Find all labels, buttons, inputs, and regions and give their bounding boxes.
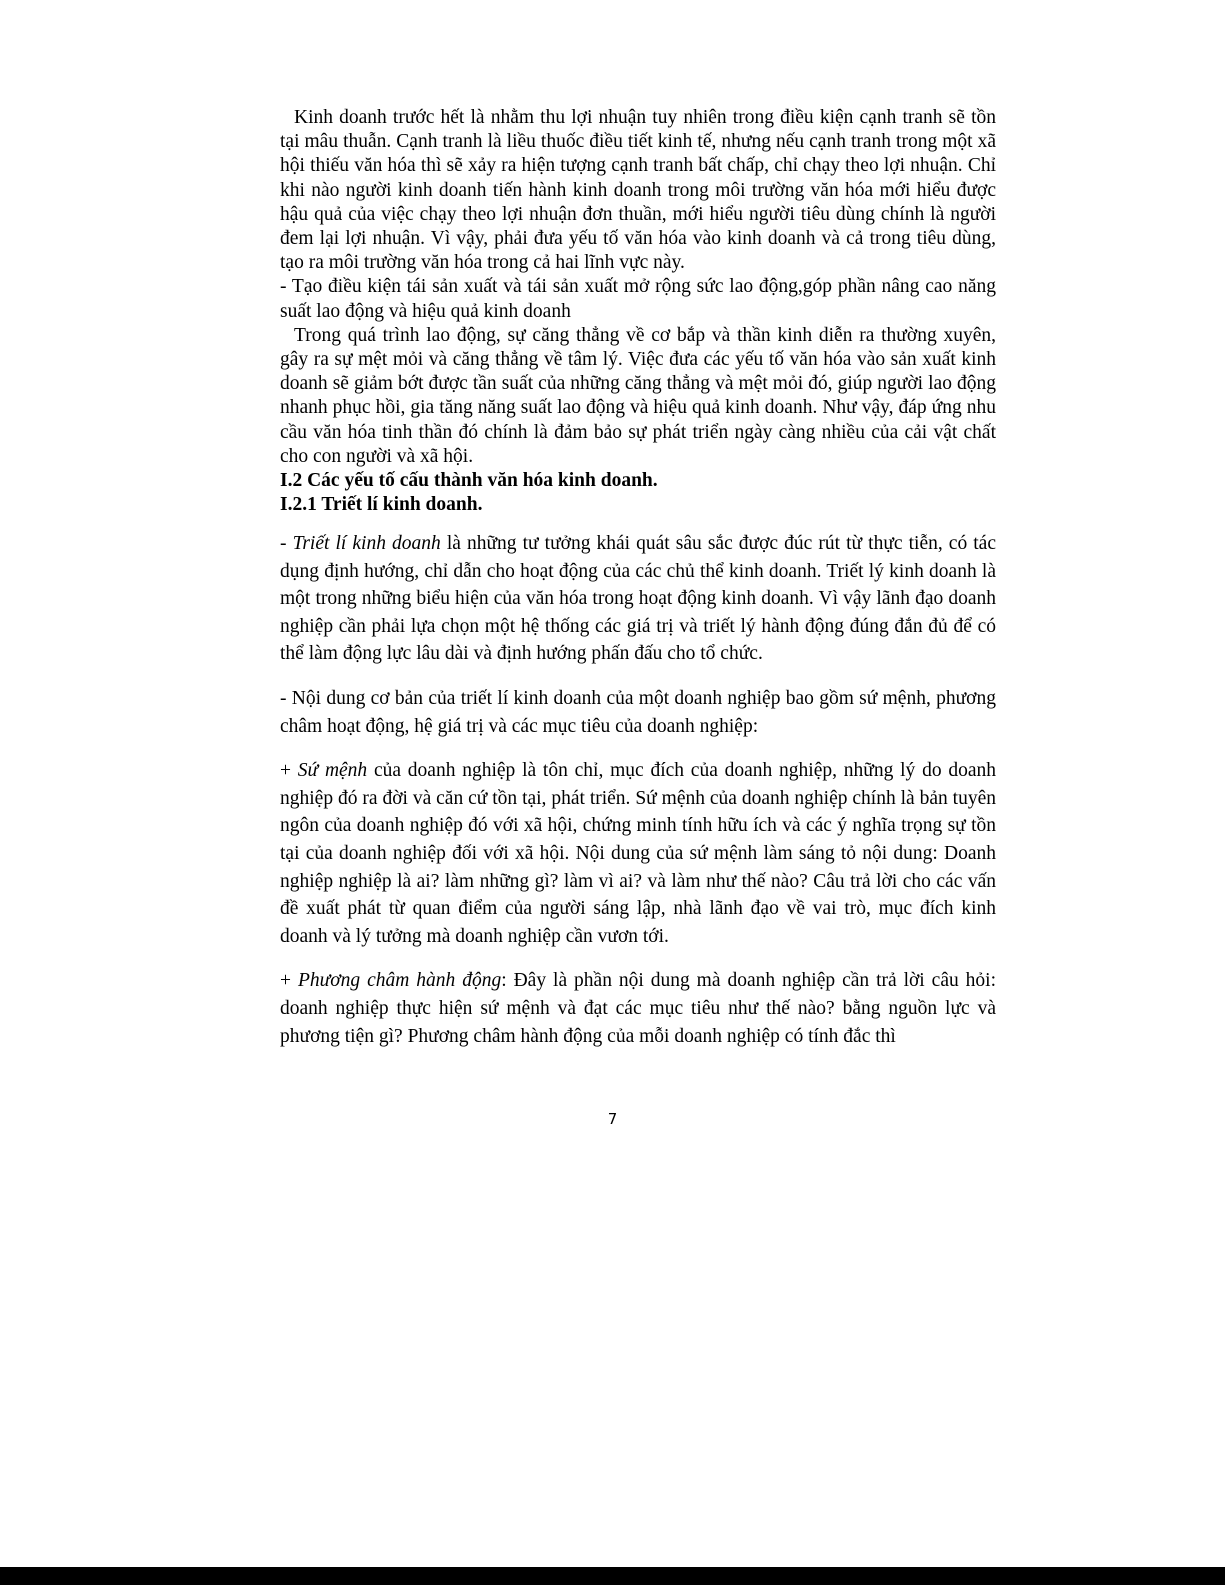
paragraph-competition: Kinh doanh trước hết là nhằm thu lợi nhuận tuy nhiên trong điều kiện cạnh tranh sẽ tồn tại mâu thuẫn. Cạnh tranh là liều thuốc điều tiết kinh tế, nhưng nếu cạnh tranh trong một xã hội thiếu văn hóa thì sẽ xảy ra hiện tượng cạnh tranh bất chấp, chỉ chạy theo lợi nhuận. Chỉ khi nào người kinh doanh tiến hành kinh doanh trong môi trường văn hóa mới hiểu được hậu quả của việc chạy theo lợi nhuận đơn thuần, mới hiểu người tiêu dùng chính là người đem lại lợi nhuận. Vì vậy, phải đưa yếu tố văn hóa vào kinh doanh và cả trong tiêu dùng, tạo ra môi trường văn hóa trong cả hai lĩnh vực này. — [280, 107, 996, 274]
page-number: 7 — [607, 1110, 618, 1128]
subsection-heading: I.2.1 Triết lí kinh doanh. — [280, 494, 483, 516]
bottom-border — [0, 1567, 1225, 1585]
main-text-block — [280, 530, 996, 1050]
paragraph-philosophy-definition — [280, 530, 996, 668]
paragraph-philosophy-content: - Nội dung cơ bản của triết lí kinh doanh của một doanh nghiệp bao gồm sứ mệnh, phương châm hoạt động, hệ giá trị và các mục tiêu của doanh nghiệp: — [280, 687, 996, 737]
dash-prefix: - — [280, 533, 293, 554]
term-business-philosophy: Triết lí kinh doanh — [292, 533, 441, 554]
section-heading: I.2 Các yếu tố cấu thành văn hóa kinh doanh. — [280, 470, 658, 492]
paragraph-mission — [280, 757, 996, 950]
top-text-block — [280, 106, 996, 517]
action-motto-text: : Đây là phần nội dung mà doanh nghiệp cần trả lời câu hỏi: doanh nghiệp thực hiện sứ mệnh và đạt các mục tiêu như thế nào? bằng nguồn lực và phương tiện gì? Phương châm hành động của mỗi doanh nghiệp có tính đắc thì — [280, 970, 997, 1047]
paragraph-labor: Trong quá trình lao động, sự căng thẳng về cơ bắp và thần kinh diễn ra thường xuyên, gây ra sự mệt mỏi và căng thẳng về tâm lý. Việc đưa các yếu tố văn hóa vào sản xuất kinh doanh sẽ giảm bớt được tần suất của những căng thẳng và mệt mỏi đó, giúp người lao động nhanh phục hồi, gia tăng năng suất lao động và hiệu quả kinh doanh. Như vậy, đáp ứng nhu cầu văn hóa tinh thần đó chính là đảm bảo sự phát triển ngày càng nhiều của cải vật chất cho con người và xã hội. — [280, 324, 996, 467]
plus-prefix: + — [280, 760, 298, 782]
mission-text: của doanh nghiệp là tôn chỉ, mục đích của doanh nghiệp, những lý do doanh nghiệp đó ra đời và căn cứ tồn tại, phát triển. Sứ mệnh của doanh nghiệp chính là bản tuyên ngôn của doanh nghiệp đó với xã hội, chứng minh tính hữu ích và các ý nghĩa trọng sự tồn tại của doanh nghiệp đối với xã hội. Nội dung của sứ mệnh làm sáng tỏ nội dung: Doanh nghiệp nghiệp là ai? làm những gì? làm vì ai? và làm như thế nào? Câu trả lời cho các vấn đề xuất phát từ quan điểm của người sáng lập, nhà lãnh đạo về vai trò, mục đích kinh doanh và lý tưởng mà doanh nghiệp cần vươn tới. — [280, 760, 996, 947]
term-mission: Sứ mệnh — [297, 760, 368, 782]
term-action-motto: Phương châm hành động — [297, 970, 502, 992]
plus-prefix: + — [280, 970, 298, 992]
paragraph-action-motto — [280, 967, 996, 1050]
definition-text: là những tư tưởng khái quát sâu sắc được đúc rút từ thực tiễn, có tác dụng định hướng, chỉ dẫn cho hoạt động của các chủ thể kinh doanh. Triết lý kinh doanh là một trong những biểu hiện của văn hóa trong hoạt động kinh doanh. Vì vậy lãnh đạo doanh nghiệp cần phải lựa chọn một hệ thống các giá trị và triết lý hành động đúng đắn đủ để có thể làm động lực lâu dài và định hướng phấn đấu cho tổ chức. — [280, 533, 996, 665]
paragraph-reproduction: - Tạo điều kiện tái sản xuất và tái sản xuất mở rộng sức lao động,góp phần nâng cao năng suất lao động và hiệu quả kinh doanh — [280, 276, 996, 322]
